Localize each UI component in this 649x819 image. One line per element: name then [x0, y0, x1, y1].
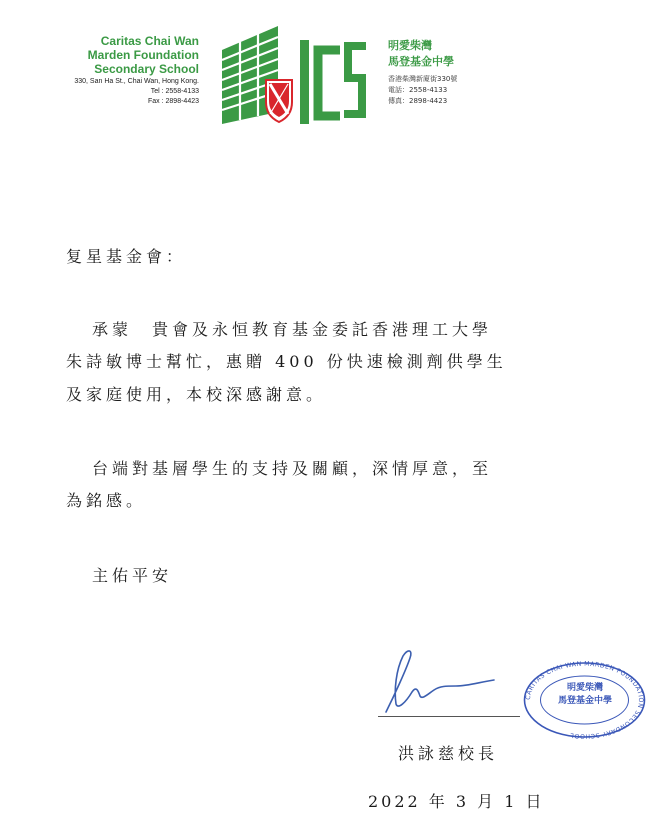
address-chinese: 香港柴灣新廈街330號 [388, 75, 458, 83]
handwritten-signature-icon [372, 640, 502, 725]
stamp-center-text: 明愛柴灣 馬登基金中學 [557, 683, 612, 706]
letter-date: 2022 年 3 月 1 日 [368, 792, 545, 811]
letter-closing: 主佑平安 [92, 566, 173, 585]
signer-name: 洪詠慈校長 [398, 744, 499, 763]
fax-english: Fax : 2898-4423 [148, 98, 199, 105]
school-contact-english [0, 77, 199, 107]
address-english: 330, San Ha St., Chai Wan, Hong Kong. [74, 78, 199, 85]
stamp-ring-text: CARITAS CHAI WAN MARDEN FOUNDATION SECONDARY SCHOOL [524, 660, 645, 740]
paragraph-2-line-1: 台端對基層學生的支持及關顧，深情厚意，至 [92, 459, 493, 478]
paragraph-1-line-2: 朱詩敏博士幫忙，惠贈 400 份快速檢測劑供學生 [66, 352, 507, 371]
fax-chinese: 傳真：2898-4423 [388, 97, 448, 105]
paragraph-1-line-1: 承蒙 貴會及永恒教育基金委託香港理工大學 [92, 320, 493, 339]
paragraph-2-line-2: 為銘感。 [66, 491, 147, 510]
signature-line [378, 716, 520, 717]
school-name-chinese: 明愛柴灣 馬登基金中學 [388, 39, 454, 68]
school-logo-icon [220, 20, 368, 130]
letter-salutation: 复星基金會： [66, 247, 187, 266]
school-contact-chinese [388, 74, 457, 107]
paragraph-1-line-3: 及家庭使用，本校深感謝意。 [66, 385, 327, 404]
tel-english: Tel : 2558-4133 [150, 88, 199, 95]
tel-chinese: 電話：2558-4133 [388, 86, 448, 94]
school-name-english: Caritas Chai Wan Marden Foundation Secondary School [87, 34, 199, 76]
